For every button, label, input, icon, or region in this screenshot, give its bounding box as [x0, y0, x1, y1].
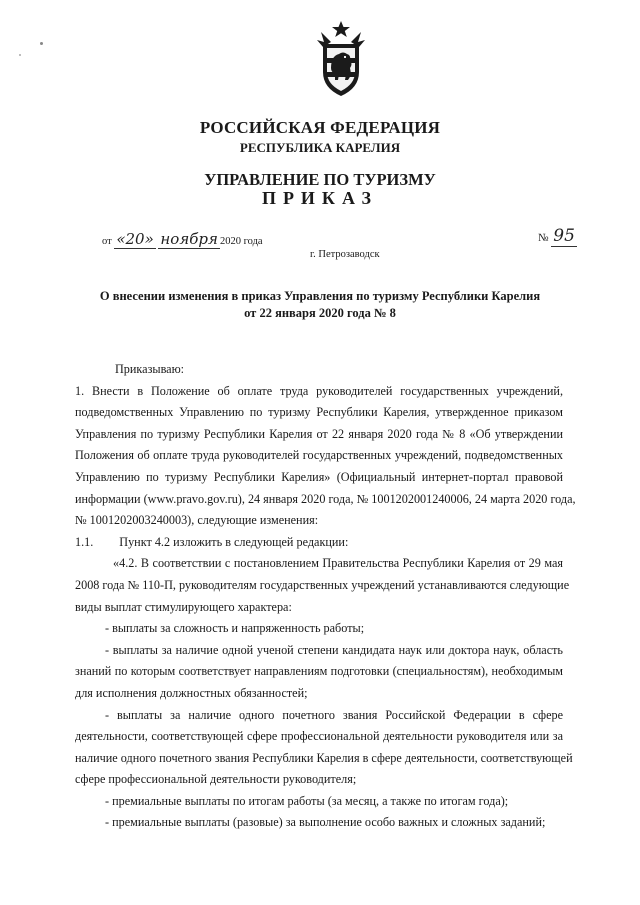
header-department: УПРАВЛЕНИЕ ПО ТУРИЗМУ: [204, 170, 436, 189]
handwritten-month: ноября: [160, 230, 218, 248]
text-line: сфере профессиональной деятельности руководителя;: [75, 772, 357, 787]
text-line: деятельности, соответствующей сфере профессиональной деятельности руководителя или за: [75, 729, 563, 744]
text-line: «4.2. В соответствии с постановлением Правительства Республики Карелия от 29 мая: [113, 556, 563, 571]
handwritten-number: 95: [553, 226, 575, 246]
text-line: Управления по туризму Республики Карелия от 22 января 2020 года № 8 «Об утверждении: [75, 426, 563, 441]
document-body: [75, 359, 576, 834]
subparagraph-number: 1.1.: [75, 534, 94, 549]
text-line: - выплаты за наличие одной ученой степени кандидата наук или доктора наук, область: [105, 642, 563, 657]
scan-speck: [40, 42, 43, 45]
bullet-item: [75, 640, 563, 705]
order-word: Приказываю:: [115, 362, 185, 376]
paragraph-1: [75, 381, 576, 532]
header-country: РОССИЙСКАЯ ФЕДЕРАЦИЯ: [199, 118, 441, 137]
subparagraph-1-1: [75, 532, 563, 554]
bullet-item: - премиальные выплаты по итогам работы (за месяц, а также по итогам года);: [105, 793, 509, 808]
city: г. Петрозаводск: [310, 249, 380, 260]
text-line: подведомственных Управлению по туризму Республики Карелия, утвержденное приказом: [75, 405, 563, 420]
number-label: №: [538, 232, 549, 244]
text-line: наличие одного почетного звания Республики Карелия в сфере деятельности, соответствующей: [75, 750, 573, 765]
document-type-title: ПРИКАЗ: [261, 188, 379, 208]
bullet-item: - премиальные выплаты (разовые) за выполнение особо важных и сложных заданий;: [105, 815, 546, 830]
order-number: [538, 226, 577, 247]
karelia-coat-of-arms-icon: [313, 20, 369, 98]
text-line: № 1001202003240003), следующие изменения:: [75, 513, 319, 528]
text-line: для исполнения должностных обязанностей;: [75, 685, 308, 700]
text-line: 2008 года № 110-П, руководителям государственных учреждений устанавливаются следующие: [75, 577, 570, 592]
handwritten-day: «20»: [116, 230, 154, 248]
bullet-item: - выплаты за сложность и напряженность работы;: [105, 621, 365, 636]
order-date: [102, 230, 263, 249]
document-title-line: от 22 января 2020 года № 8: [244, 306, 396, 320]
text-line: - выплаты за наличие одного почетного звания Российской Федерации в сфере: [105, 707, 563, 722]
text-line: знаний по которым соответствует направлениям подготовки (специальностям), необходимым: [75, 664, 563, 679]
header-republic: РЕСПУБЛИКА КАРЕЛИЯ: [239, 140, 401, 155]
text-line: виды выплат стимулирующего характера:: [75, 599, 292, 614]
document-title-line: О внесении изменения в приказ Управления по туризму Республики Карелия: [99, 289, 541, 303]
subparagraph-text: Пункт 4.2 изложить в следующей редакции:: [119, 534, 349, 549]
date-suffix: 2020 года: [219, 236, 263, 247]
scan-speck: [19, 54, 21, 56]
date-prefix: от: [102, 236, 112, 247]
document-title: [0, 288, 640, 322]
text-line: информации (www.pravo.gov.ru), 24 января 2020 года, № 1001202001240006, 24 марта 2020 года,: [75, 491, 576, 506]
text-line: Управлению по туризму Республики Карелия» (Официальный интернет-портал правовой: [75, 469, 563, 484]
bullet-item: [75, 705, 573, 791]
paragraph-4-2: [75, 553, 570, 618]
text-line: 1. Внести в Положение об оплате труда руководителей государственных учреждений,: [75, 383, 563, 398]
text-line: Положения об оплате труда руководителей государственных учреждений, подведомственных: [75, 448, 563, 463]
